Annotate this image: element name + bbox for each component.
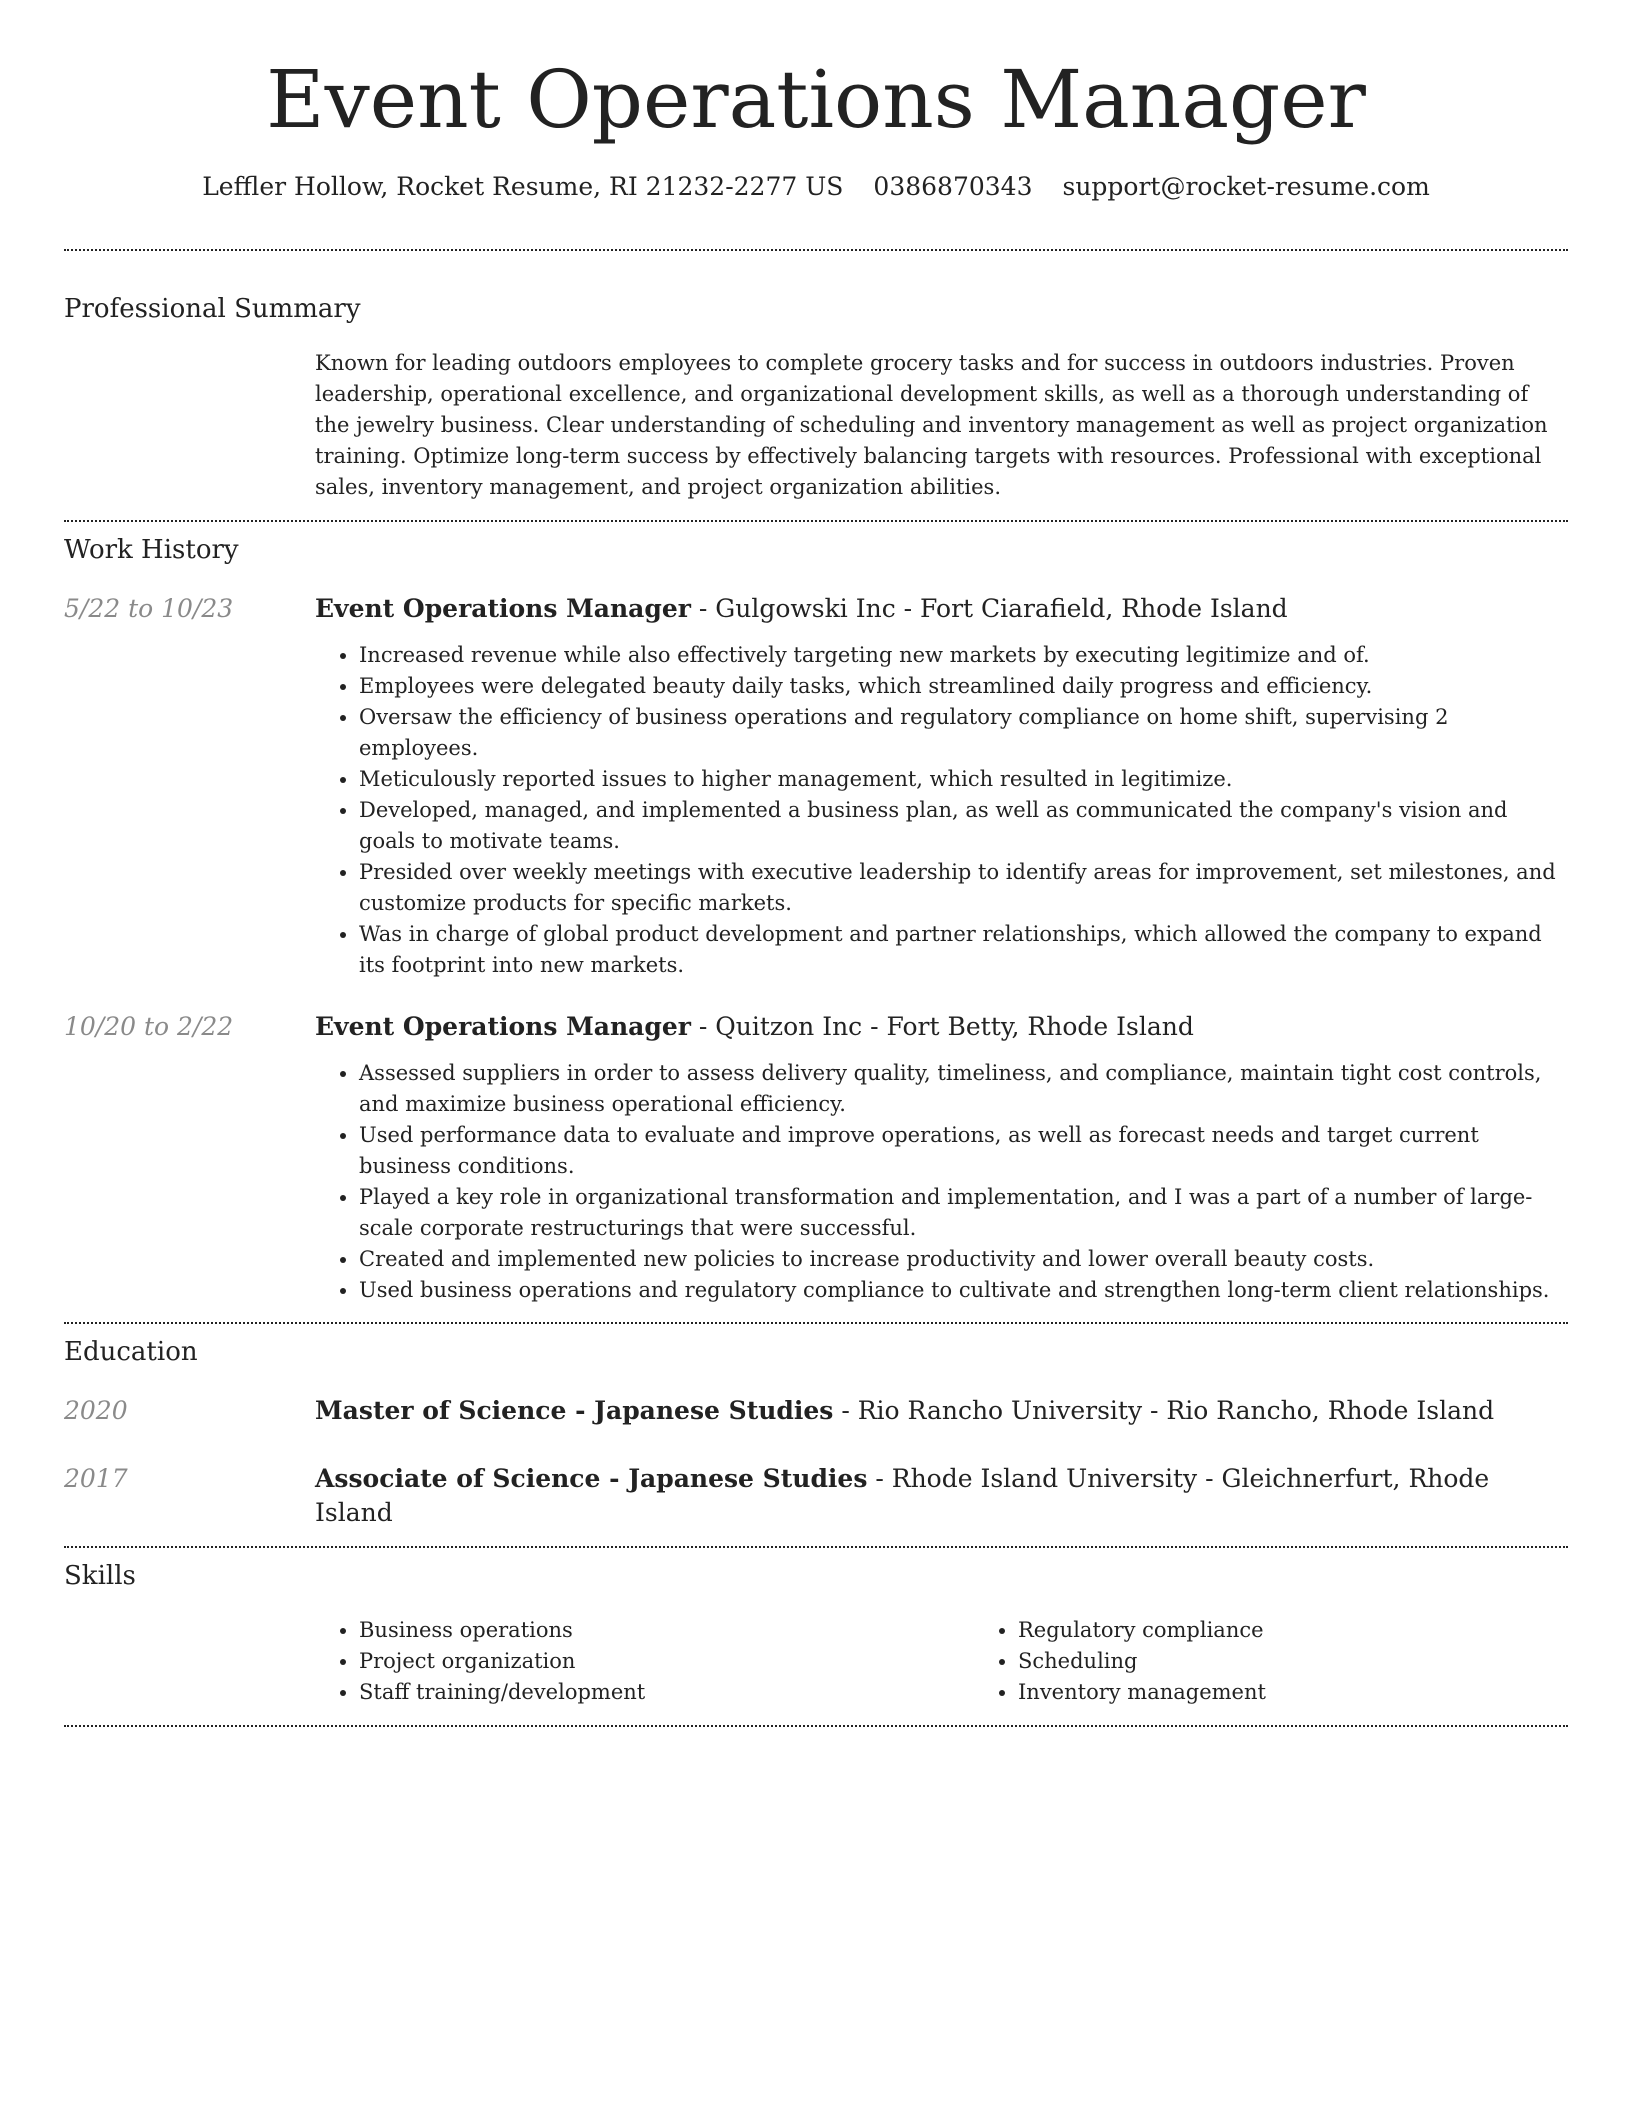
contact-line <box>64 170 1568 204</box>
job-bullet: • Played a key role in organizational transformation and implementation, and I was a part of a number of large-scale corporate restructurings that were successful. <box>359 1182 1568 1244</box>
skill-item: • Business operations <box>359 1615 974 1646</box>
education-year: 2017 <box>64 1464 128 1493</box>
education-heading: Education <box>64 1337 198 1367</box>
job-employer: - Gulgowski Inc - Fort Ciarafield, Rhode Island <box>690 594 1288 623</box>
job-bullets <box>315 640 1568 981</box>
skills-heading: Skills <box>64 1561 136 1591</box>
skill-item: • Project organization <box>359 1646 974 1677</box>
job-dates: 5/22 to 10/23 <box>64 594 234 623</box>
work-history-heading: Work History <box>64 535 239 565</box>
education-section <box>64 1335 1568 1530</box>
job-title: Event Operations Manager <box>315 1012 691 1041</box>
skill-item: • Staff training/development <box>359 1677 974 1708</box>
job-bullet: • Used business operations and regulatory compliance to cultivate and strengthen long-term client relationships. <box>359 1275 1568 1306</box>
skill-item: • Scheduling <box>1018 1646 1632 1677</box>
job-heading <box>315 1010 1568 1044</box>
summary-section <box>64 292 1568 503</box>
skills-section <box>64 1559 1568 1708</box>
skill-item: • Regulatory compliance <box>1018 1615 1632 1646</box>
job-bullet: • Oversaw the efficiency of business operations and regulatory compliance on home shift, supervising 2 employees. <box>359 702 1568 764</box>
skill-item: • Inventory management <box>1018 1677 1632 1708</box>
education-year: 2020 <box>64 1396 128 1425</box>
skills-list-right <box>974 1615 1632 1708</box>
job-bullet: • Was in charge of global product development and partner relationships, which allowed the company to expand its footprint into new markets. <box>359 919 1568 981</box>
resume-page <box>64 0 1568 1727</box>
work-history-section <box>64 533 1568 1306</box>
job-dates: 10/20 to 2/22 <box>64 1012 234 1041</box>
job-title: Event Operations Manager <box>315 594 691 623</box>
skills-list-left <box>315 1615 974 1708</box>
degree: Master of Science - Japanese Studies <box>315 1396 834 1425</box>
divider <box>64 1725 1568 1727</box>
education-entry <box>64 1462 1568 1530</box>
education-detail <box>315 1462 1568 1530</box>
job-heading <box>315 592 1568 626</box>
job-bullet: • Created and implemented new policies to increase productivity and lower overall beauty costs. <box>359 1244 1568 1275</box>
candidate-name: Event Operations Manager <box>266 53 1366 146</box>
divider <box>64 249 1568 251</box>
email: support@rocket-resume.com <box>1062 172 1430 201</box>
school: - Rio Rancho University - Rio Rancho, Rhode Island <box>833 1396 1495 1425</box>
summary-text: Known for leading outdoors employees to complete grocery tasks and for success in outdoors industries. Proven leadership, operational excellence, and organizational development skills, as well as a thorough understanding of the jewelry business. Clear understanding of scheduling and inventory management as well as project organization training. Optimize long-term success by effectively balancing targets with resources. Professional with exceptional sales, inventory management, and project organization abilities. <box>315 351 1548 499</box>
job-bullet: • Increased revenue while also effectively targeting new markets by executing legitimize and of. <box>359 640 1568 671</box>
divider <box>64 1322 1568 1324</box>
job-bullet: • Meticulously reported issues to higher management, which resulted in legitimize. <box>359 764 1568 795</box>
degree: Associate of Science - Japanese Studies <box>315 1464 868 1493</box>
job-bullet: • Presided over weekly meetings with executive leadership to identify areas for improvement, set milestones, and customize products for specific markets. <box>359 857 1568 919</box>
job-entry <box>64 1010 1568 1306</box>
phone: 0386870343 <box>873 172 1033 201</box>
education-entry <box>64 1394 1568 1428</box>
job-bullet: • Assessed suppliers in order to assess delivery quality, timeliness, and compliance, maintain tight cost controls, and maximize business operational efficiency. <box>359 1058 1568 1120</box>
divider <box>64 1546 1568 1548</box>
job-bullet: • Developed, managed, and implemented a business plan, as well as communicated the company's vision and goals to motivate teams. <box>359 795 1568 857</box>
school: - Rhode Island University - Gleichnerfurt, Rhode Island <box>315 1464 1490 1527</box>
job-bullets <box>315 1058 1568 1306</box>
address: Leffler Hollow, Rocket Resume, RI 21232-2277 US <box>202 172 844 201</box>
summary-heading: Professional Summary <box>64 294 361 324</box>
job-employer: - Quitzon Inc - Fort Betty, Rhode Island <box>690 1012 1194 1041</box>
education-detail <box>315 1394 1568 1428</box>
job-entry <box>64 592 1568 981</box>
job-bullet: • Employees were delegated beauty daily tasks, which streamlined daily progress and efficiency. <box>359 671 1568 702</box>
skills-columns <box>315 1615 1568 1708</box>
job-bullet: • Used performance data to evaluate and improve operations, as well as forecast needs and target current business conditions. <box>359 1120 1568 1182</box>
divider <box>64 520 1568 522</box>
